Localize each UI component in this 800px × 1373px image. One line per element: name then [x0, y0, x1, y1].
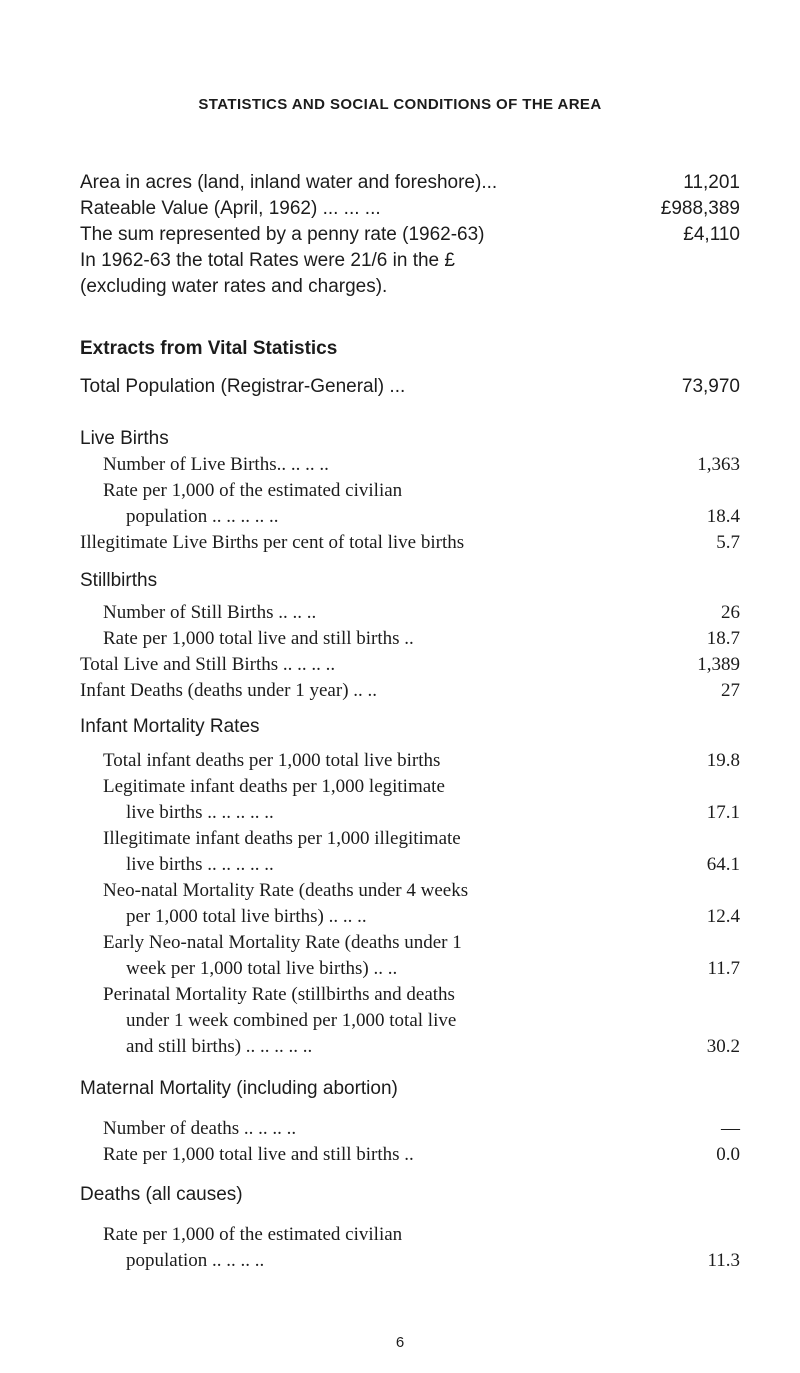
infant-total-row [80, 748, 740, 774]
live-births-title: Live Births [80, 428, 169, 449]
early-neonatal-line1: Early Neo-natal Mortality Rate (deaths under 1 [103, 932, 462, 953]
still-births-number-row [80, 600, 740, 626]
live-births-rate-row [80, 478, 740, 530]
neonatal-line1: Neo-natal Mortality Rate (deaths under 4 weeks [103, 880, 469, 901]
illegitimate-births-value: 5.7 [716, 532, 740, 553]
page-header: STATISTICS AND SOCIAL CONDITIONS OF THE AREA [198, 96, 602, 113]
penny-rate-row [80, 222, 740, 248]
population-row [80, 374, 740, 400]
area-row [80, 170, 740, 196]
legitimate-infant-value: 17.1 [706, 802, 740, 823]
population-label: Total Population (Registrar-General) ... [80, 376, 406, 397]
legitimate-infant-row [80, 774, 740, 826]
deaths-title: Deaths (all causes) [80, 1184, 243, 1205]
still-births-rate-row [80, 626, 740, 652]
illegitimate-infant-row [80, 826, 740, 878]
total-live-still-label: Total Live and Still Births .. .. .. .. [80, 654, 336, 675]
live-births-number-label: Number of Live Births.. .. .. .. [103, 454, 329, 475]
area-label: Area in acres (land, inland water and foreshore)... [80, 172, 498, 193]
total-rates-note [80, 248, 740, 300]
deaths-rate-value: 11.3 [707, 1250, 740, 1271]
perinatal-line3: and still births) .. .. .. .. .. [126, 1036, 313, 1057]
early-neonatal-row [80, 930, 740, 982]
illegitimate-infant-line2: live births .. .. .. .. .. [126, 854, 274, 875]
illegitimate-infant-value: 64.1 [706, 854, 740, 875]
perinatal-line2: under 1 week combined per 1,000 total live [126, 1010, 457, 1031]
infant-total-value: 19.8 [706, 750, 740, 771]
still-births-number-label: Number of Still Births .. .. .. [103, 602, 317, 623]
infant-deaths-value: 27 [721, 680, 740, 701]
live-births-rate-line1: Rate per 1,000 of the estimated civilian [103, 480, 403, 501]
total-rates-note-line1: In 1962-63 the total Rates were 21/6 in the £ [80, 250, 455, 271]
maternal-mortality-title: Maternal Mortality (including abortion) [80, 1078, 398, 1099]
deaths-rate-line2: population .. .. .. .. [126, 1250, 265, 1271]
neonatal-row [80, 878, 740, 930]
page-number: 6 [395, 1334, 405, 1351]
still-births-number-value: 26 [721, 602, 740, 623]
early-neonatal-value: 11.7 [707, 958, 740, 979]
rateable-row [80, 196, 740, 222]
legitimate-infant-line1: Legitimate infant deaths per 1,000 legitimate [103, 776, 445, 797]
maternal-number-row [80, 1116, 740, 1142]
perinatal-line1: Perinatal Mortality Rate (stillbirths and deaths [103, 984, 455, 1005]
total-rates-note-line2: (excluding water rates and charges). [80, 276, 388, 297]
maternal-rate-row [80, 1142, 740, 1168]
deaths-rate-row [80, 1222, 740, 1274]
perinatal-value: 30.2 [706, 1036, 740, 1057]
infant-deaths-label: Infant Deaths (deaths under 1 year) .. .. [80, 680, 378, 701]
illegitimate-births-row [80, 530, 740, 556]
total-live-still-row [80, 652, 740, 678]
infant-deaths-row [80, 678, 740, 704]
illegitimate-births-label: Illegitimate Live Births per cent of total live births [80, 532, 465, 553]
rateable-label: Rateable Value (April, 1962) ... ... ... [80, 198, 381, 219]
maternal-rate-value: 0.0 [716, 1144, 740, 1165]
maternal-number-value: — [721, 1118, 740, 1139]
penny-rate-value: £4,110 [683, 224, 740, 245]
neonatal-line2: per 1,000 total live births) .. .. .. [126, 906, 367, 927]
still-births-rate-label: Rate per 1,000 total live and still births .. [103, 628, 414, 649]
maternal-rate-label: Rate per 1,000 total live and still births .. [103, 1144, 414, 1165]
total-live-still-value: 1,389 [697, 654, 740, 675]
live-births-rate-value: 18.4 [706, 506, 740, 527]
population-value: 73,970 [681, 376, 740, 397]
still-births-rate-value: 18.7 [706, 628, 740, 649]
legitimate-infant-line2: live births .. .. .. .. .. [126, 802, 274, 823]
perinatal-row [80, 982, 740, 1060]
rateable-value: £988,389 [660, 198, 740, 219]
live-births-number-value: 1,363 [697, 454, 740, 475]
infant-mortality-title: Infant Mortality Rates [80, 716, 260, 737]
early-neonatal-line2: week per 1,000 total live births) .. .. [126, 958, 398, 979]
neonatal-value: 12.4 [706, 906, 740, 927]
penny-rate-label: The sum represented by a penny rate (1962-63) [80, 224, 485, 245]
illegitimate-infant-line1: Illegitimate infant deaths per 1,000 illegitimate [103, 828, 461, 849]
deaths-rate-line1: Rate per 1,000 of the estimated civilian [103, 1224, 403, 1245]
stillbirths-title: Stillbirths [80, 570, 158, 591]
live-births-number-row [80, 452, 740, 478]
maternal-number-label: Number of deaths .. .. .. .. [103, 1118, 297, 1139]
infant-total-label: Total infant deaths per 1,000 total live births [103, 750, 441, 771]
live-births-rate-line2: population .. .. .. .. .. [126, 506, 279, 527]
vital-statistics-title: Extracts from Vital Statistics [80, 338, 338, 359]
area-value: 11,201 [683, 172, 740, 193]
